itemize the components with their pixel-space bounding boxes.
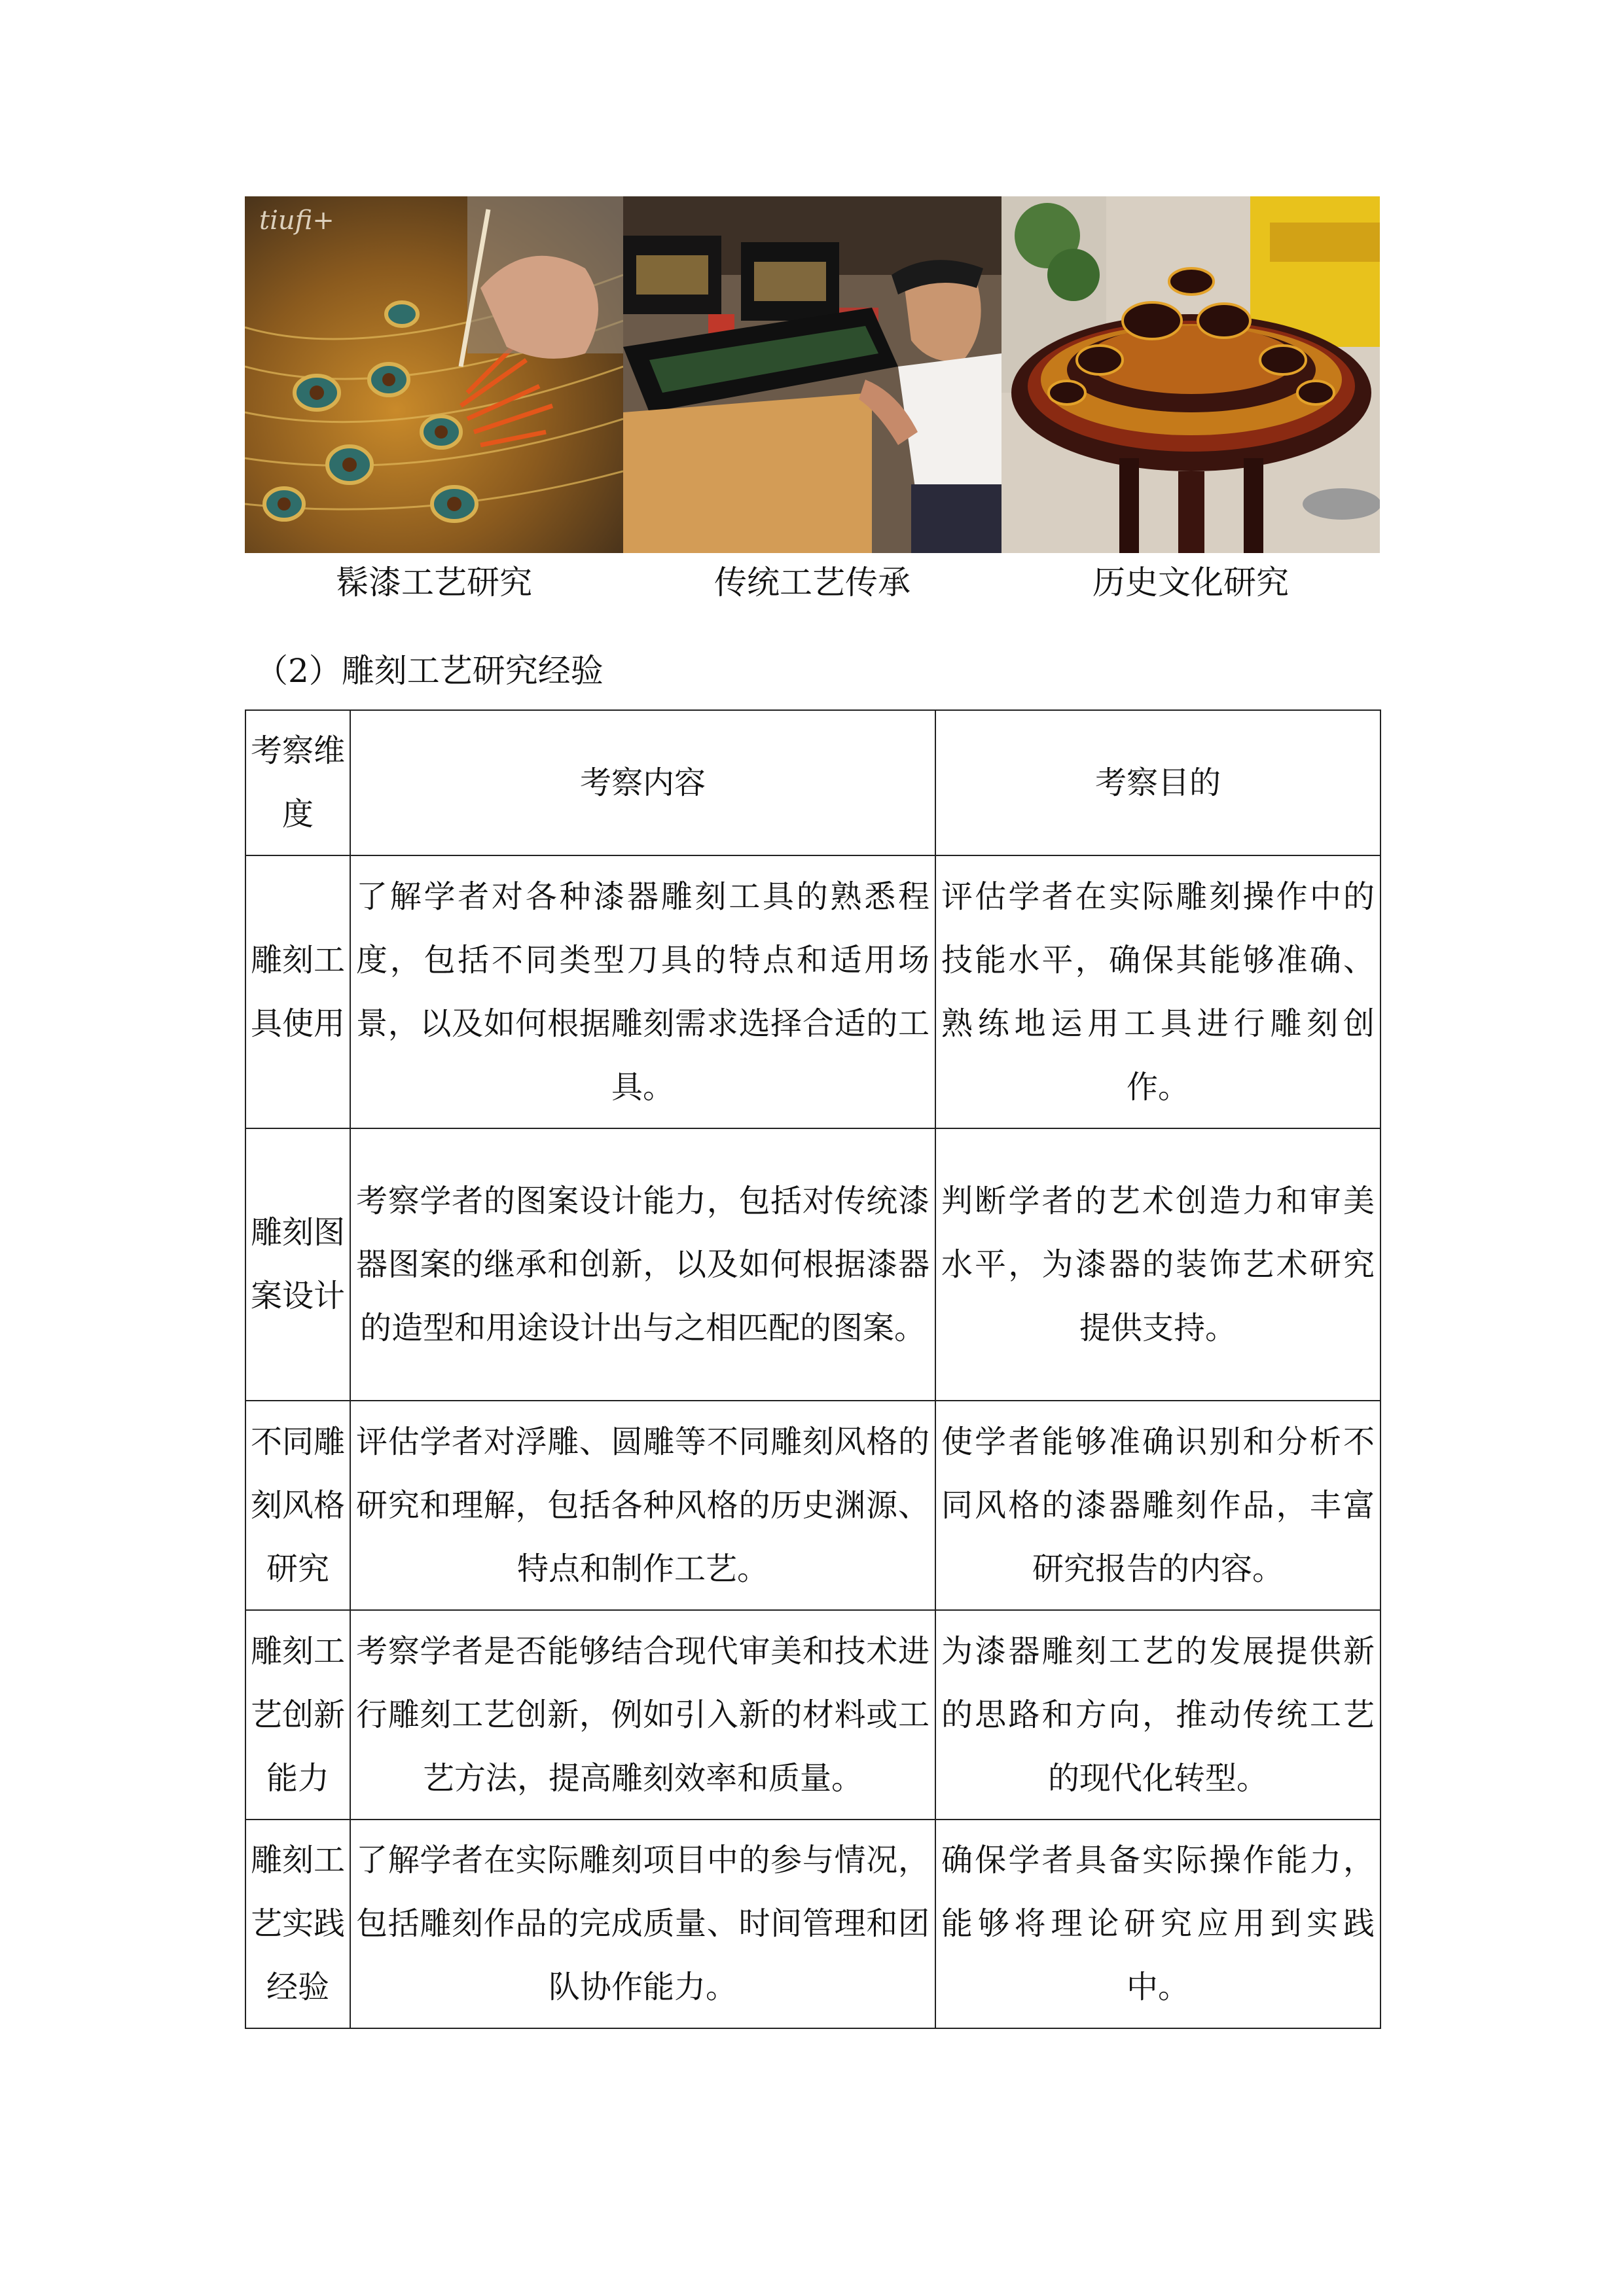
lacquer-tableware-image: [1001, 196, 1380, 553]
row-purpose: 确保学者具备实际操作能力，能够将理论研究应用到实践中。: [935, 1820, 1380, 2028]
row-content: 考察学者是否能够结合现代审美和技术进行雕刻工艺创新，例如引入新的材料或工艺方法，提高雕刻效率和质量。: [350, 1610, 935, 1820]
caption-craft-inheritance: 传统工艺传承: [714, 564, 911, 601]
row-dimension: 雕刻工艺实践经验: [245, 1820, 350, 2028]
header-dimension: 考察维度: [245, 710, 350, 855]
table-header-row: [245, 710, 1380, 855]
header-content: 考察内容: [350, 710, 935, 855]
table-row: [245, 1610, 1380, 1820]
photo-strip: [245, 196, 1380, 553]
section-heading: （2）雕刻工艺研究经验: [255, 652, 604, 690]
photo-captions: [245, 556, 1380, 609]
row-dimension: 雕刻图案设计: [245, 1128, 350, 1401]
evaluation-table: [245, 709, 1381, 2029]
table-row: [245, 1401, 1380, 1610]
table-row: [245, 855, 1380, 1128]
photo-lacquer-painting: [245, 196, 623, 553]
header-purpose: 考察目的: [935, 710, 1380, 855]
photo-craft-inheritance: [623, 196, 1001, 553]
row-purpose: 为漆器雕刻工艺的发展提供新的思路和方向，推动传统工艺的现代化转型。: [935, 1610, 1380, 1820]
row-purpose: 判断学者的艺术创造力和审美水平，为漆器的装饰艺术研究提供支持。: [935, 1128, 1380, 1401]
photo-history-culture: [1001, 196, 1380, 553]
row-dimension: 雕刻工艺创新能力: [245, 1610, 350, 1820]
caption-lacquer-research: 髹漆工艺研究: [336, 564, 532, 601]
row-content: 评估学者对浮雕、圆雕等不同雕刻风格的研究和理解，包括各种风格的历史渊源、特点和制作工艺。: [350, 1401, 935, 1610]
row-purpose: 使学者能够准确识别和分析不同风格的漆器雕刻作品，丰富研究报告的内容。: [935, 1401, 1380, 1610]
caption-history-culture: 历史文化研究: [1092, 564, 1289, 601]
row-content: 了解学者对各种漆器雕刻工具的熟悉程度，包括不同类型刀具的特点和适用场景，以及如何根据雕刻需求选择合适的工具。: [350, 855, 935, 1128]
watermark: tiufi+: [259, 206, 334, 236]
row-dimension: 不同雕刻风格研究: [245, 1401, 350, 1610]
row-dimension: 雕刻工具使用: [245, 855, 350, 1128]
row-purpose: 评估学者在实际雕刻操作中的技能水平，确保其能够准确、熟练地运用工具进行雕刻创作。: [935, 855, 1380, 1128]
peacock-lacquer-image: [245, 196, 623, 553]
table-row: [245, 1128, 1380, 1401]
row-content: 考察学者的图案设计能力，包括对传统漆器图案的继承和创新，以及如何根据漆器的造型和用途设计出与之相匹配的图案。: [350, 1128, 935, 1401]
lacquer-craftsman-image: [623, 196, 1001, 553]
table-row: [245, 1820, 1380, 2028]
row-content: 了解学者在实际雕刻项目中的参与情况，包括雕刻作品的完成质量、时间管理和团队协作能力。: [350, 1820, 935, 2028]
